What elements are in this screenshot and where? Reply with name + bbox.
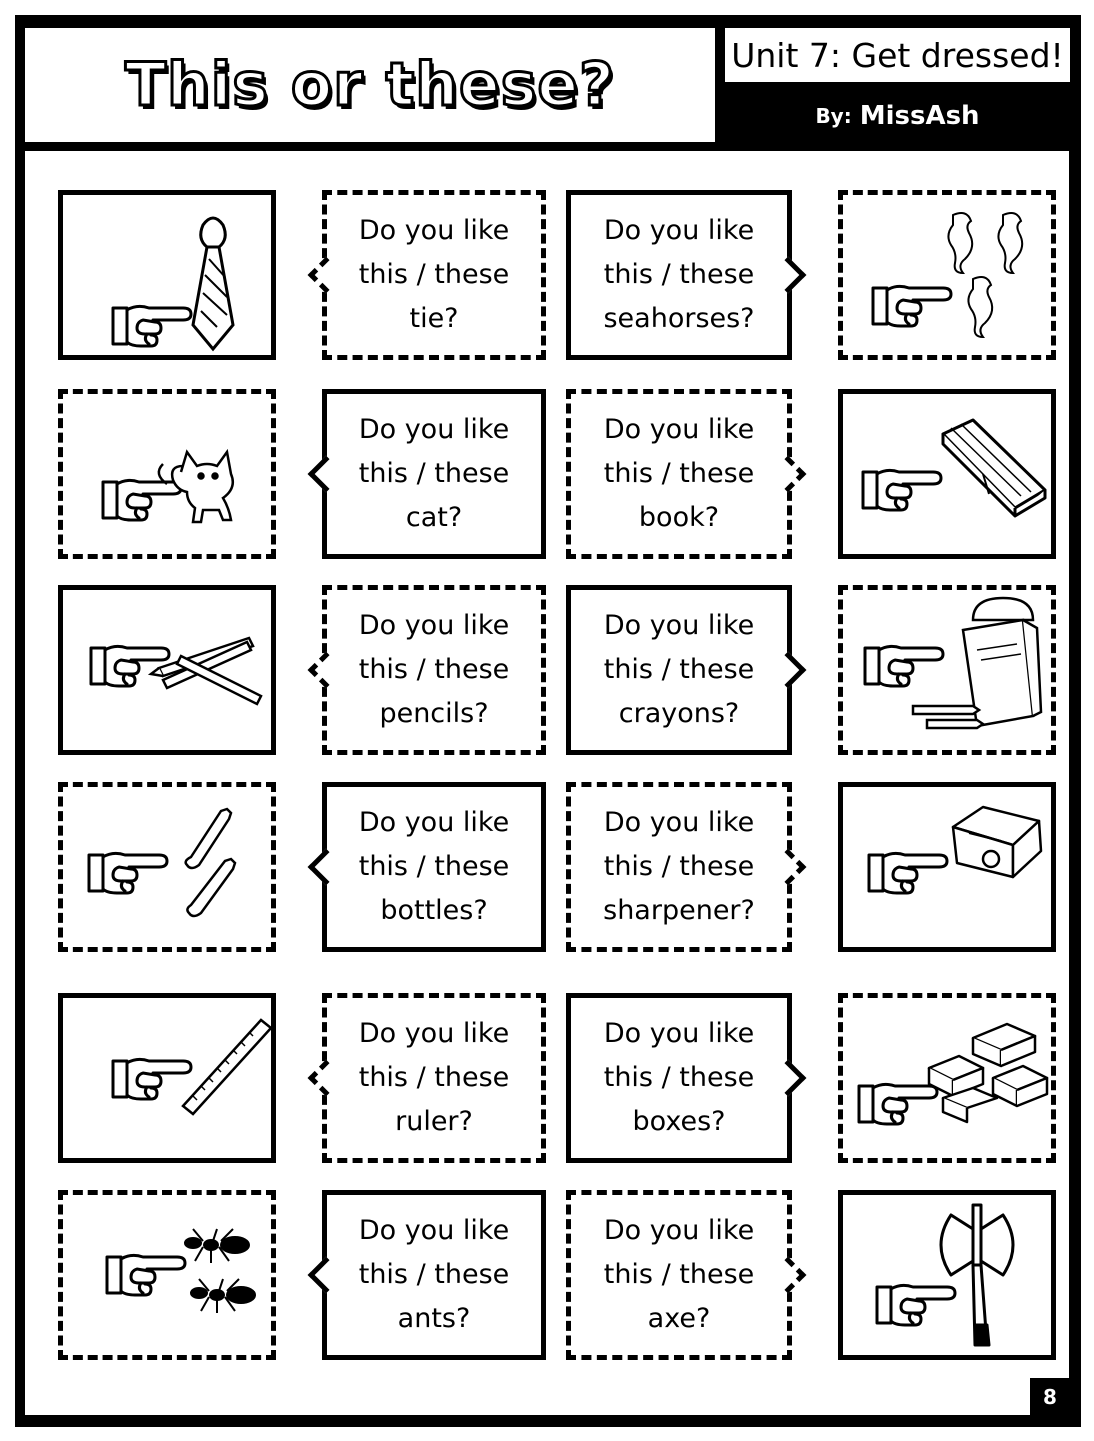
left-picture-card — [58, 389, 276, 559]
author-name: MissAsh — [859, 101, 980, 131]
item-word: book? — [638, 502, 720, 533]
question-text: Do you like — [603, 215, 755, 246]
question-text: this / these — [358, 259, 510, 290]
question-text: Do you like — [603, 1215, 755, 1246]
question-text: this / these — [603, 458, 755, 489]
title-box — [25, 28, 715, 142]
item-word: seahorses? — [603, 303, 755, 334]
left-speech-bubble — [322, 1190, 546, 1360]
right-picture-card — [838, 993, 1056, 1163]
question-text: this / these — [358, 1062, 510, 1093]
left-picture-card — [58, 585, 276, 755]
item-word: ruler? — [395, 1106, 473, 1137]
left-speech-bubble — [322, 585, 546, 755]
right-picture-card — [838, 190, 1056, 360]
question-text: this / these — [603, 1259, 755, 1290]
question-text: Do you like — [603, 1018, 755, 1049]
sharpener-icon — [843, 787, 1051, 947]
question-text: Do you like — [358, 1018, 510, 1049]
right-speech-bubble — [566, 1190, 792, 1360]
boxes-icon — [843, 998, 1051, 1158]
crayons-icon — [843, 590, 1051, 750]
question-text: this / these — [603, 654, 755, 685]
item-word: sharpener? — [603, 895, 755, 926]
item-word: tie? — [409, 303, 459, 334]
by-label: By: — [815, 104, 852, 128]
right-speech-bubble — [566, 782, 792, 952]
item-word: cat? — [405, 502, 463, 533]
tie-icon — [63, 195, 271, 355]
right-picture-card — [838, 782, 1056, 952]
right-speech-bubble — [566, 585, 792, 755]
item-word: bottles? — [380, 895, 488, 926]
right-picture-card — [838, 1190, 1056, 1360]
left-speech-bubble — [322, 190, 546, 360]
right-speech-bubble — [566, 993, 792, 1163]
question-text: this / these — [603, 1062, 755, 1093]
item-word: boxes? — [632, 1106, 726, 1137]
seahorses-icon — [843, 195, 1051, 355]
page-number: 8 — [1030, 1378, 1070, 1416]
question-text: this / these — [358, 1259, 510, 1290]
left-picture-card — [58, 782, 276, 952]
question-text: this / these — [358, 458, 510, 489]
question-text: this / these — [603, 259, 755, 290]
item-word: ants? — [397, 1303, 471, 1334]
question-text: Do you like — [358, 414, 510, 445]
left-speech-bubble — [322, 993, 546, 1163]
question-text: this / these — [358, 851, 510, 882]
axe-icon — [843, 1195, 1051, 1355]
left-picture-card — [58, 1190, 276, 1360]
page-title: This or these? — [125, 50, 615, 120]
ruler-icon — [63, 998, 271, 1158]
item-word: axe? — [647, 1303, 711, 1334]
left-picture-card — [58, 993, 276, 1163]
item-word: pencils? — [379, 698, 489, 729]
right-speech-bubble — [566, 190, 792, 360]
question-text: this / these — [603, 851, 755, 882]
left-picture-card — [58, 190, 276, 360]
question-text: Do you like — [358, 807, 510, 838]
right-picture-card — [838, 585, 1056, 755]
left-speech-bubble — [322, 782, 546, 952]
byline — [725, 92, 1070, 140]
item-word: crayons? — [618, 698, 740, 729]
bottles-icon — [63, 787, 271, 947]
ants-icon — [63, 1195, 271, 1355]
question-text: Do you like — [603, 610, 755, 641]
book-icon — [843, 394, 1051, 554]
right-picture-card — [838, 389, 1056, 559]
unit-label: Unit 7: Get dressed! — [725, 28, 1070, 82]
question-text: Do you like — [603, 807, 755, 838]
cat-icon — [63, 394, 271, 554]
question-text: Do you like — [358, 1215, 510, 1246]
question-text: this / these — [358, 654, 510, 685]
question-text: Do you like — [358, 610, 510, 641]
left-speech-bubble — [322, 389, 546, 559]
question-text: Do you like — [603, 414, 755, 445]
right-speech-bubble — [566, 389, 792, 559]
question-text: Do you like — [358, 215, 510, 246]
pencils-icon — [63, 590, 271, 750]
